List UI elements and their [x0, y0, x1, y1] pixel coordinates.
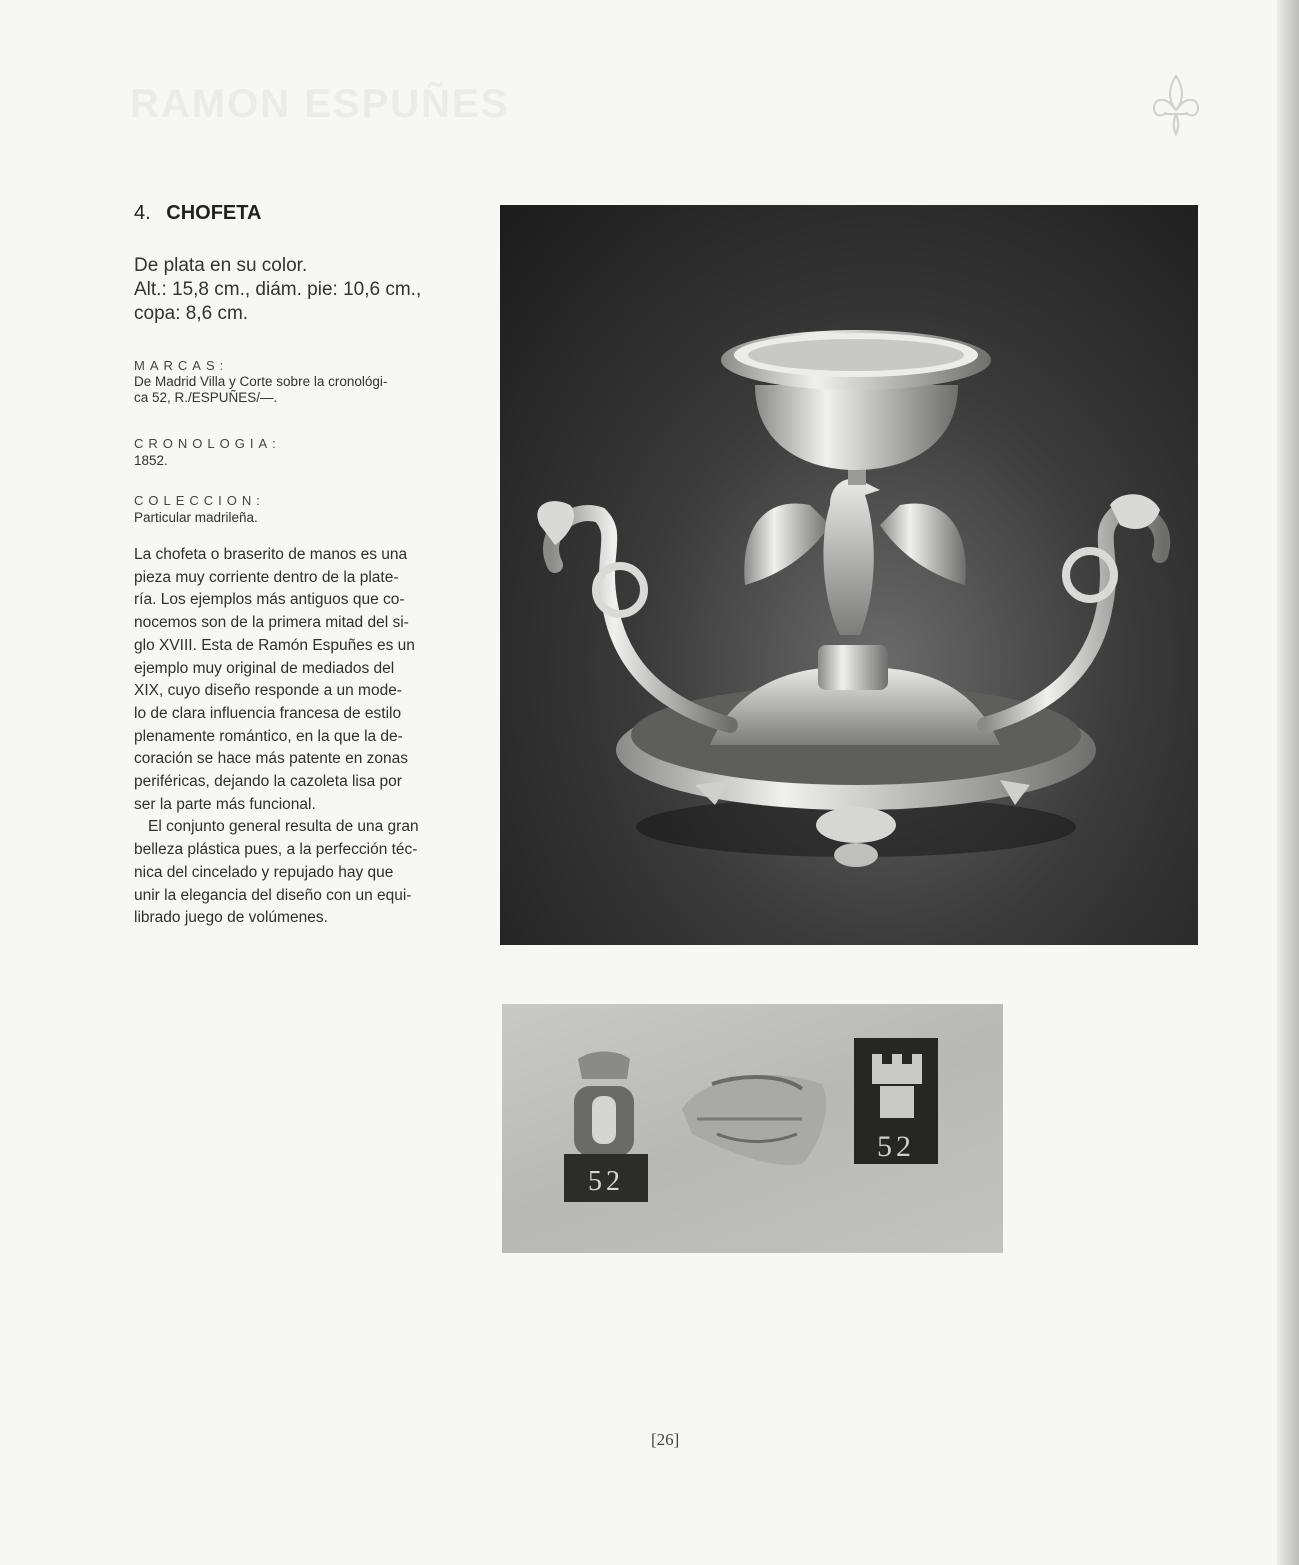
commentary-line: El conjunto general resulta de una gran: [148, 818, 419, 836]
hallmarks-illustration: [502, 1004, 1003, 1253]
entry-name: CHOFETA: [166, 202, 262, 224]
right-stamp-number: 52: [877, 1130, 915, 1163]
cronologia-label: CRONOLOGIA:: [134, 436, 281, 451]
page-number: [26]: [651, 1430, 680, 1449]
commentary-line: ría. Los ejemplos más antiguos que co-: [134, 591, 405, 609]
center-hallmark: [682, 1075, 826, 1165]
cronologia-value: 1852.: [134, 453, 168, 468]
coleccion-label: COLECCION:: [134, 493, 265, 508]
right-hallmark: [854, 1038, 938, 1164]
commentary-line: ejemplo muy original de mediados del: [134, 659, 395, 677]
left-hallmark: [564, 1052, 648, 1203]
marcas-text: [134, 374, 464, 406]
description-line: De plata en su color.: [134, 255, 308, 276]
commentary-line: glo XVIII. Esta de Ramón Espuñes es un: [134, 636, 415, 654]
commentary-line: unir la elegancia del diseño con un equi-: [134, 886, 412, 904]
book-spine-shadow: [1277, 0, 1299, 1565]
marcas-label: MARCAS:: [134, 358, 229, 373]
commentary-line: La chofeta o braserito de manos es una: [134, 546, 408, 563]
commentary-line: ser la parte más funcional.: [134, 795, 316, 813]
commentary-line: plenamente romántico, en la que la de-: [134, 727, 403, 745]
commentary-line: XIX, cuyo diseño responde a un mode-: [134, 682, 402, 700]
commentary-line: belleza plástica pues, a la perfección téc-: [134, 841, 418, 859]
entry-heading: [134, 202, 261, 225]
description-line: Alt.: 15,8 cm., diám. pie: 10,6 cm.,: [134, 279, 422, 300]
commentary-line: nica del cincelado y repujado hay que: [134, 863, 394, 881]
chofeta-photograph: [500, 205, 1198, 945]
commentary-line: periféricas, dejando la cazoleta lisa por: [134, 773, 402, 791]
left-stamp-number: 52: [588, 1166, 624, 1197]
description-line: copa: 8,6 cm.: [134, 303, 249, 324]
marcas-line: ca 52, R./ESPUÑES/—.: [134, 390, 278, 405]
fleur-de-lis-icon: [1150, 72, 1202, 138]
marcas-line: De Madrid Villa y Corte sobre la cronológi-: [134, 374, 388, 389]
commentary-line: coración se hace más patente en zonas: [134, 750, 409, 768]
running-header: RAMON ESPUÑES: [130, 82, 510, 126]
commentary-line: pieza muy corriente dentro de la plate-: [134, 568, 399, 586]
commentary-text: [134, 544, 456, 930]
coleccion-value: Particular madrileña.: [134, 510, 258, 525]
chofeta-illustration: [500, 205, 1198, 945]
entry-number: 4.: [134, 202, 151, 224]
commentary-line: librado juego de volúmenes.: [134, 909, 328, 927]
entry-description: [134, 254, 484, 326]
hallmarks-photograph: [502, 1004, 1003, 1253]
commentary-line: nocemos son de la primera mitad del si-: [134, 614, 409, 632]
commentary-line: lo de clara influencia francesa de estilo: [134, 704, 402, 722]
